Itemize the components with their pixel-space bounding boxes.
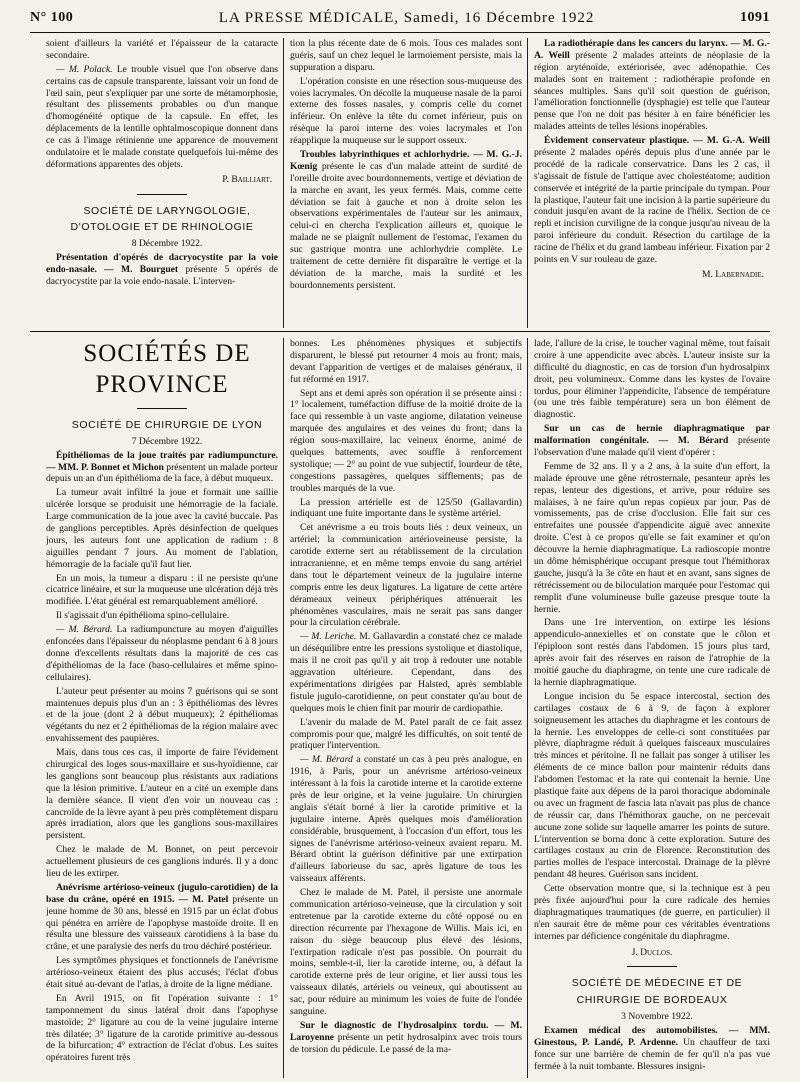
paragraph: Évidement conservateur plastique. — M. G.-A. Weill présente 2 malades opérés depuis plus d'une année par le procédé de la radicale conservatrice. Dans les 2 cas, il s'agissait de fistule de l'attique avec cholestéatome; audition conservée et intégrité de la partie principale du tympan. Pour la plastique, l'auteur fait une incision à la partie supérieure du conduit jusqu'en avant de la racine de l'hélix. Section de ce repli et incision curviligne de la conque jusqu'au niveau de la paroi inférieure du conduit. Résection du cartilage de la racine de l'hélix et du grand lambeau inférieur. Fixation par 2 points en V sur rouleau de gaze. <box>534 135 770 266</box>
paragraph: Présentation d'opérés de dacryocystite par la voie endo-nasale. — M. Bourguet présente 5 opérés de dacryocystite par la voie endo-nasale. L'interven- <box>46 252 278 287</box>
article-title: Sur un cas de hernie diaphragmatique par malformation congénitale. — M. Bérard <box>534 423 770 447</box>
header-rule <box>30 32 770 33</box>
session-date: 3 Novembre 1922. <box>621 1011 693 1023</box>
paragraph: — M. Polack. Le trouble visuel que l'on observe dans certains cas de capsule transparente, laissant voir un fond de l'œil sain, peut s'expliquer par une sorte de métamorphosie, résultant des plissements probables ou d'un manque d'homogénéité optique de la capsule. En effet, les déplacements de la lentille ophtalmoscopique donnent dans ce cas à l'image rétinienne une apparence de mouvement ondulatoire et le malade constate quelquefois lui-même des déformations apparentes des objets. <box>46 63 278 170</box>
signature: J. Duclos. <box>631 946 673 958</box>
bottom-column-2 <box>290 338 522 1078</box>
paragraph: Chez le malade de M. Bonnet, on peut percevoir actuellement plusieurs de ces ganglions indurés. Il y a donc lieu de les extirper. <box>46 844 278 879</box>
paragraph: lade, l'allure de la crise, le toucher vaginal même, tout faisait croire à une appendicite avec abcès. L'auteur insiste sur la difficulté du diagnostic, en cas de torsion d'un hydrosalpinx droit, peu volumineux. Comme dans les kystes de l'ovaire tordus, pour éliminer l'appendicite, l'absence de température (ou une très faible température) sera un bon élément de diagnostic. <box>534 338 770 421</box>
paragraph: Dans une 1re intervention, on extirpe les lésions appendiculo-annexielles et on constate que le côlon et l'épiploon sont restés dans l'abdomen. 15 jours plus tard, après avoir fait des réserves en raison de l'atrophie de la moitié gauche du diaphragme, on tente une cure radicale de la hernie diaphragmatique. <box>534 617 770 688</box>
article-title: La radiothérapie dans les cancers du larynx. — M. G.-A. Weill <box>534 38 770 61</box>
divider <box>137 194 187 195</box>
paragraph: soient d'ailleurs la variété et l'épaisseur de la cataracte secondaire. <box>46 38 278 61</box>
paragraph: Cette observation montre que, si la technique est à peu près fixée aujourd'hui pour la cure radicale des hernies diaphragmatiques traumatiques (de guerre, en particulier) il n'en saurait être de même pour ces véritables éventrations internes par déficience congénitale du diaphragme. <box>534 883 770 942</box>
section-rule <box>30 331 770 332</box>
paragraph: Sur un cas de hernie diaphragmatique par malformation congénitale. — M. Bérard présente l'observation d'une malade qu'il vient d'opérer : <box>534 423 770 459</box>
bottom-column-3 <box>534 338 770 1078</box>
paragraph: La radiothérapie dans les cancers du larynx. — M. G.-A. Weill présente 2 malades atteints de néoplasie de la région aryténoïde, extériorisée, avec adénopathie. Ces malades sont en traitement : radiothérapie profonde en séances multiples. Sans qu'il soit question de guérison, l'amélioration fonctionnelle (dysphagie) est telle que l'auteur pense que l'on ne doit pas hésiter à en faire bénéficier les malades atteints de telles lésions inopérables. <box>534 38 770 133</box>
article-title: Présentation d'opérés de dacryocystite par la voie endo-nasale. — M. Bourguet <box>46 252 278 276</box>
paragraph: Examen médical des automobilistes. — MM. Ginestous, P. Landé, P. Ardenne. Un chauffeur de taxi fonce sur une barrière de chemin de fer qu'il n'a pas vue fermée à la nuit tombante. Blessures insigni- <box>534 1024 770 1072</box>
signature: M. Labernadie. <box>701 268 764 280</box>
session-date: 7 Décembre 1922. <box>131 435 203 447</box>
paragraph: L'avenir du malade de M. Patel paraît de ce fait assez compromis pour que, malgré les difficultés, on soit tenté de pratiquer l'intervention. <box>290 716 522 752</box>
issue-number: N° 100 <box>30 10 74 25</box>
page-header <box>30 6 770 30</box>
paragraph: — M. Bérard. La radiumpuncture au moyen d'aiguilles enfoncées dans l'épaisseur du néoplasme pendant 6 à 8 jours donne d'excellents résultats dans la majorité de ces cas d'épithéliomas de la face (baso-cellulaires et même spino-cellulaires). <box>46 624 278 683</box>
paragraph: Sur le diagnostic de l'hydrosalpinx tordu. — M. Laroyenne présente un petit hydrosalpinx avec trois tours de torsion du pédicule. Le passé de la ma- <box>290 1019 522 1055</box>
article-title: Troubles labyrinthiques et achlorhydrie. — M. G.-J. Kœnig <box>290 149 522 172</box>
paragraph: Sept ans et demi après son opération il se présente ainsi : 1° localement, tuméfaction diffuse de la moitié droite de la face qui ressemble à un vaste angiome, dilatation veineuse marquée des angulaires et des veines du front; dans la région sous-maxillaire, lac veineux énorme, animé de quelques battements, avec souffle à renforcement systolique; — 2° au point de vue subjectif, lourdeur de tête, congestions passagères, quelques sifflements; pas de troubles marqués de la vue. <box>290 387 522 494</box>
paragraph: Cet anévrisme a eu trois bouts liés : deux veineux, un artériel; la communication artérioveineuse persiste, la carotide externe sert au rétablissement de la circulation intracranienne, et en même temps envoie du sang artériel dans tout le département veineux de la jugulaire interne compris entre les deux ligatures. La ligature de cette artère dérameaux veineux périphériques atténuerait les phénomènes vasculaires, mais ne serait pas sans danger pour la circulation cérébrale. <box>290 522 522 629</box>
session-date: 8 Décembre 1922. <box>131 238 203 250</box>
article-title: Épithéliomas de la joue traités par radiumpuncture. — MM. P. Bonnet et Michon <box>46 449 278 473</box>
divider <box>137 408 187 409</box>
article-title: Évidement conservateur plastique. — M. G.-A. Weill <box>544 135 770 147</box>
speaker: — M. Leriche. <box>300 631 357 643</box>
column-rule <box>283 38 284 328</box>
top-column-3 <box>534 38 770 328</box>
paragraph: Troubles labyrinthiques et achlorhydrie. — M. G.-J. Kœnig présente le cas d'un malade atteint de surdité de l'oreille droite avec bourdonnements, vertige et déviation de la marche en avant, les yeux fermés. Mais, comme cette déviation se fait à gauche et non à droite selon les observations expérimentales de l'auteur sur les animaux, celui-ci en chercha l'explication ailleurs et, quoique le malade ne se plaignît nullement de l'estomac, l'examen du suc gastrique montra une achlorhydrie complète. Le traitement de cette dernière fit disparaître le vertige et la déviation de la marche, mais la surdité et les bourdonnements persistent. <box>290 149 522 291</box>
speaker: — M. Bérard <box>300 754 353 766</box>
paragraph: Anévrisme artérioso-veineux (jugulo-carotidien) de la base du crâne, opéré en 1915. — M. Patel présente un jeune homme de 30 ans, blessé en 1915 par un éclat d'obus qui pénétra en arrière de l'apophyse mastoïde droite. Il en résulta une blessure des vaisseaux carotidiens à la base du crâne, et une paralysie des nerfs du trou déchiré postérieur. <box>46 881 278 953</box>
column-rule <box>283 338 284 1078</box>
column-rule <box>527 38 528 328</box>
divider <box>627 966 677 967</box>
speaker: — M. Bérard. <box>56 624 113 636</box>
paragraph: — M. Bérard a constaté un cas à peu près analogue, en 1916, à Paris, pour un anévrisme artérioso-veineux intéressant à la fois la carotide interne et la carotide externe près de leur origine, et la veine jugulaire. Un chirurgien anglais s'était borné à lier la carotide primitive et la jugulaire interne. Après quelques mois d'amélioration considérable, brusquement, à l'occasion d'un effort, tous les signes de l'anévrisme artérioso-veineux avaient reparu. M. Bérard obtint la guérison définitive par une extirpation d'ailleurs laborieuse du sac, après ligature de tous les vaisseaux afférents. <box>290 754 522 885</box>
top-column-2 <box>290 38 522 328</box>
paragraph: Les symptômes physiques et fonctionnels de l'anévrisme artérioso-veineux étaient des plus accusés; l'éclat d'obus était situé au-devant de l'atlas, à droite de la ligne médiane. <box>46 955 278 990</box>
page-number: 1091 <box>739 10 770 25</box>
paragraph: Il s'agissait d'un épithélioma spino-cellulaire. <box>56 610 230 622</box>
section-banner: SOCIÉTÉS DE PROVINCE <box>83 340 251 398</box>
paragraph: tion la plus récente date de 6 mois. Tous ces malades sont guéris, sauf un chez lequel le larmoiement persiste, mais la suppuration a disparu. <box>290 38 522 73</box>
paragraph: L'opération consiste en une résection sous-muqueuse des voies lacrymales. On décolle la muqueuse nasale de la paroi externe des fosses nasales, y compris celle du cornet inférieur. On enlève la tête du cornet inférieur, puis on résèque la paroi interne des voies lacrymales et l'on réapplique la muqueuse sur le support osseux. <box>290 75 522 147</box>
paragraph: En Avril 1915, on fit l'opération suivante : 1° tamponnement du sinus latéral droit dans l'apophyse mastoïde; 2° ligature au cou de la veine jugulaire interne très dilatée; 3° ligature de la carotide primitive au-dessous de la bifurcation; 4° extraction de l'éclat d'obus. Les suites opératoires furent très <box>46 992 278 1064</box>
paragraph: Femme de 32 ans. Il y a 2 ans, à la suite d'un effort, la malade éprouve une gêne rétrosternale, pesanteur après les repas, lenteur des digestions, et arrive, pour réduire ses malaises, à ne faire qu'un repas copieux par jour. Pas de vomissements, pas de crise d'occlusion. Elle fait sur ces entrefaites une poussée d'appendicite aiguë avec annexite droite. C'est à ce propos qu'elle se fait examiner et qu'on découvre la hernie diaphragmatique. La radioscopie montre un dôme hémisphérique occupant presque tout l'hémithorax gauche, jusqu'à la 3e côte en haut et en avant, sans signes de rétrécissement ou de biloculation marquée pour l'estomac qui remplit d'une volumineuse bulle gazeuse presque toute la hernie. <box>534 460 770 615</box>
paragraph: La pression artérielle est de 125/50 (Gallavardin) indiquant une fuite importante dans le système artériel. <box>290 496 522 520</box>
signature: P. Bailliart. <box>222 173 272 185</box>
society-heading: SOCIÉTÉ DE MÉDECINE ET DE CHIRURGIE DE BORDEAUX <box>571 977 743 1007</box>
paragraph: La tumeur avait infiltré la joue et formait une saillie ulcérée lorsque se produisit une hémorragie de la faciale. Large communication de la joue avec la cavité buccale. Pas de ganglions perceptibles. Après désinfection de quelques jours, les auteurs font une application de radium : 8 aiguilles pendant 7 jours. Au moment de l'ablation, hémorragie de la faciale qu'il faut lier. <box>46 487 278 570</box>
column-rule <box>527 338 528 1078</box>
paragraph: Mais, dans tous ces cas, il importe de faire l'évidement chirurgical des loges sous-maxillaire et sus-hyoïdienne, car les ganglions sont beaucoup plus résistants aux radiations que la lésion primitive. L'auteur en a cité un exemple dans la dernière séance. Il vient d'en voir un nouveau cas : cancroïde de la lèvre ayant à peu près complètement disparu après irradiation, alors que les ganglions sous-maxillaires persistent. <box>46 747 278 842</box>
article-title: Examen médical des automobilistes. — MM. Ginestous, P. Landé, P. Ardenne. <box>534 1024 770 1048</box>
paragraph: Longue incision du 5e espace intercostal, section des cartilages costaux de 6 à 9, de façon à explorer soigneusement les attaches du diaphragme et les contours de la hernie. Les enveloppes de celle-ci sont constituées par plèvre, diaphragme réduit à quelques faisceaux musculaires très minces et péritoine. Il ne fallait pas songer à utiliser les éléments de ce mince ballon pour maintenir réduits dans l'abdomen l'estomac et la rate qui contenait la hernie. Une plastique faite aux dépens de la paroi thoracique abdominale ou avec un fragment de fascia lata n'avait pas plus de chance de réussir car, dans l'hémithorax gauche, on ne percevait aucune zone solide sur laquelle amarrer les points de suture. L'intervention se borna donc à cette exploration. Suture des cartilages costaux au crin de Florence. Reconstitution des parties molles de l'espace intercostal. Drainage de la plèvre pendant 48 heures. Guérison sans incident. <box>534 690 770 881</box>
journal-title: LA PRESSE MÉDICALE, Samedi, 16 Décembre 1922 <box>218 9 595 26</box>
paragraph: L'auteur peut présenter au moins 7 guérisons qui se sont maintenues depuis plus d'un an : 3 épithéliomas des lèvres et de la joue (dont 2 à début muqueux); 2 épithéliomas végétants du nez et 2 épithéliomas de la région malaire avec envahissement des paupières. <box>46 685 278 745</box>
society-heading: SOCIÉTÉ DE LARYNGOLOGIE, D'OTOLOGIE ET DE RHINOLOGIE <box>70 204 254 234</box>
paragraph: En un mois, la tumeur a disparu : il ne persiste qu'une cicatrice linéaire, et sur la muqueuse une ulcération déjà très modifiée. L'état général est remarquablement amélioré. <box>46 572 278 608</box>
speaker: — M. Polack. <box>56 63 113 75</box>
society-heading: SOCIÉTÉ DE CHIRURGIE DE LYON <box>71 419 263 431</box>
article-title: Sur le diagnostic de l'hydrosalpinx tordu. — M. Laroyenne <box>290 1019 522 1043</box>
top-column-1 <box>46 38 278 328</box>
bottom-column-1 <box>46 338 278 1078</box>
paragraph: Épithéliomas de la joue traités par radiumpuncture. — MM. P. Bonnet et Michon présentent un malade porteur depuis un an d'un épithélioma de la face, à début muqueux. <box>46 449 278 485</box>
article-title: Anévrisme artérioso-veineux (jugulo-carotidien) de la base du crâne, opéré en 1915. — M. Patel <box>46 881 278 905</box>
paragraph: — M. Leriche. M. Gallavardin a constaté chez ce malade un déséquilibre entre les pressions systolique et diastolique, mais il ne croit pas qu'il y ait trop à redouter une notable aggravation ultérieure. Cependant, dans des expérimentations dirigées par Halsted, après semblable fistule jugulo-carotidienne, on peut constater qu'au bout de quelques mois le chien finit par mourir de cardiopathie. <box>290 631 522 714</box>
paragraph: Chez le malade de M. Patel, il persiste une anormale communication artérioso-veineuse, que la circulation y soit entretenue par la carotide externe du côté opposé ou en direction récurrente par l'hexagone de Willis. Mais ici, en raison du siège beaucoup plus élevé des lésions, l'extirpation radicale n'est pas possible. On pourrait du moins, semble-t-il, lier la carotide interne, ou, à défaut la carotide externe près de leur origine, et lier aussi tous les vaisseaux dilatés, artériels ou veineux, qui aboutissent au sac, pour réduire au minimum les voies de fuite de l'ondée sanguine. <box>290 887 522 1017</box>
paragraph: bonnes. Les phénomènes physiques et subjectifs disparurent, le blessé put retourner 4 mois au front; mais, devant l'apparition de vertiges et de malaises généraux, il fut réformé en 1917. <box>290 338 522 385</box>
